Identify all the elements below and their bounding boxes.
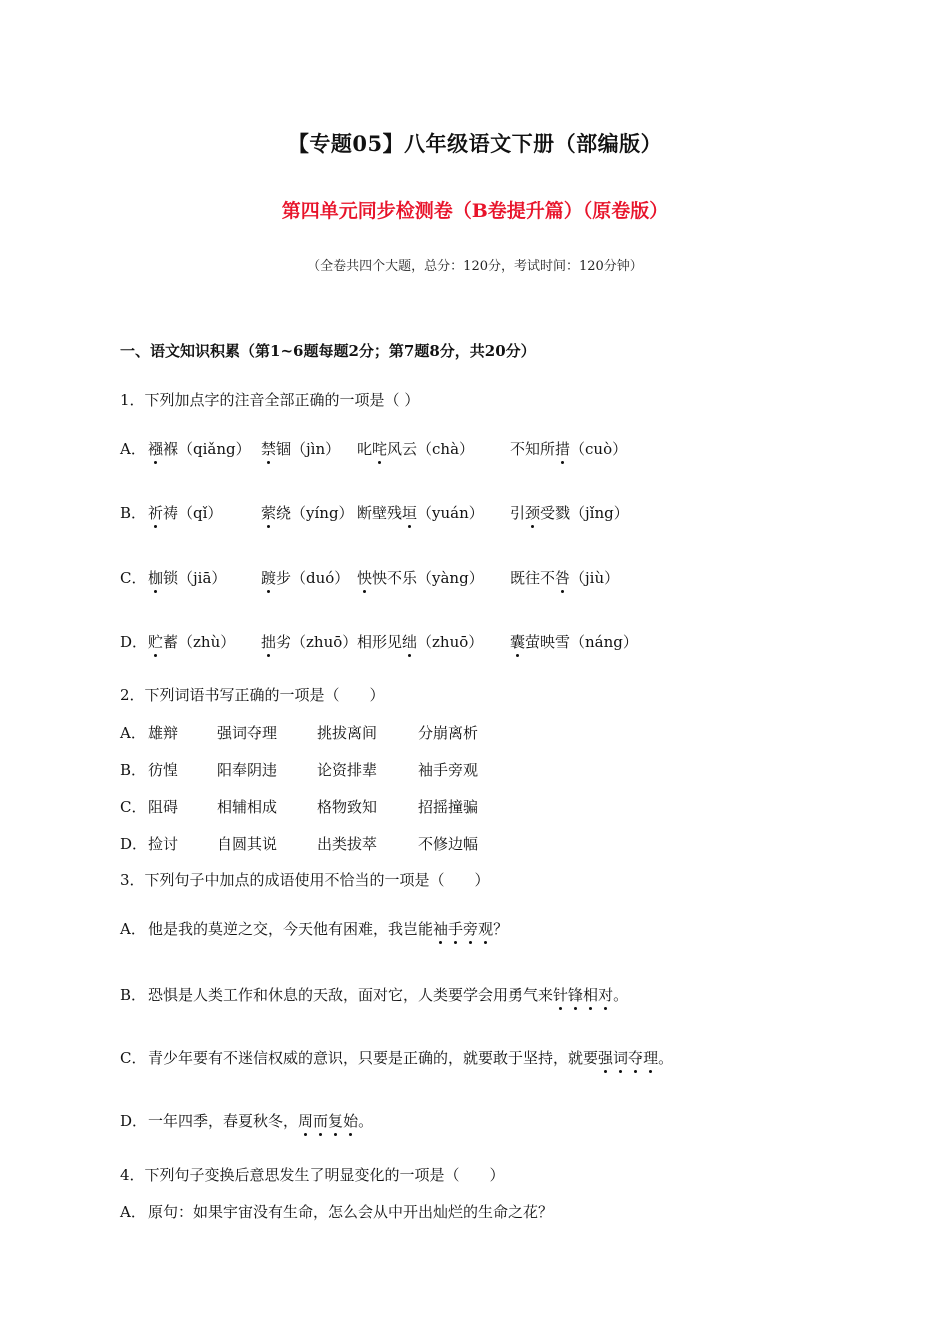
sentence-text: 青少年要有不迷信权威的意识，只要是正确的，就要敢于坚持，就要 <box>148 1049 599 1067</box>
question-2-option[interactable] <box>120 796 720 820</box>
dotted-char: 旁 <box>463 920 479 938</box>
question-3-option[interactable] <box>120 918 508 939</box>
dotted-char: 观 <box>478 920 494 938</box>
item-text: 蓄（zhù） <box>163 633 236 651</box>
word-item: 出类拔萃 <box>317 835 378 853</box>
pinyin-item <box>148 567 226 588</box>
option-label: D． <box>120 835 148 853</box>
pinyin-item <box>357 567 484 588</box>
item-text: 步（duó） <box>276 569 350 587</box>
item-text: （jiù） <box>570 569 620 587</box>
word-item: 阻碍 <box>148 798 179 816</box>
pinyin-item <box>261 631 357 652</box>
question-1-stem: 1．下列加点字的注音全部正确的一项是（ ） <box>120 391 420 409</box>
item-text: 既往不 <box>510 569 556 587</box>
word-item: 强词夺理 <box>217 724 278 742</box>
sentence-text: 。 <box>358 1112 374 1130</box>
option-label: D． <box>120 633 148 651</box>
dotted-char: 复 <box>328 1112 344 1130</box>
item-text: 叱 <box>357 440 373 458</box>
pinyin-item <box>261 567 349 588</box>
dotted-char: 针 <box>553 986 569 1004</box>
dotted-char: 咎 <box>555 569 571 587</box>
dotted-char: 词 <box>613 1049 629 1067</box>
option-label: B． <box>120 761 147 779</box>
option-label: C． <box>120 798 147 816</box>
pinyin-item <box>510 631 638 652</box>
option-label: C． <box>120 1049 147 1067</box>
dotted-char: 祈 <box>148 504 164 522</box>
question-2-option[interactable] <box>120 833 720 857</box>
sentence-text: 一年四季，春夏秋冬， <box>148 1112 299 1130</box>
dotted-char: 强 <box>598 1049 614 1067</box>
word-item: 捡讨 <box>148 835 179 853</box>
dotted-char: 手 <box>448 920 464 938</box>
dotted-char: 袖 <box>433 920 449 938</box>
dotted-char: 周 <box>298 1112 314 1130</box>
dotted-char: 枷 <box>148 569 164 587</box>
word-item: 招摇撞骗 <box>418 798 479 816</box>
item-text: 不知所 <box>510 440 556 458</box>
dotted-char: 踱 <box>261 569 277 587</box>
dotted-char: 垣 <box>402 504 418 522</box>
item-text: 祷（qǐ） <box>163 504 223 522</box>
pinyin-item <box>357 502 484 523</box>
dotted-char: 相 <box>583 986 599 1004</box>
item-text: （cuò） <box>570 440 628 458</box>
dotted-char: 禁 <box>261 440 277 458</box>
sentence-text: 他是我的莫逆之交，今天他有困难，我岂能 <box>148 920 434 938</box>
sentence-text: 原句：如果宇宙没有生命，怎么会从中开出灿烂的生命之花？ <box>148 1203 554 1221</box>
option-label: B． <box>120 504 147 522</box>
question-3-stem: 3．下列句子中加点的成语使用不恰当的一项是（ ） <box>120 871 490 889</box>
question-4-option[interactable] <box>120 1201 553 1222</box>
sentence-text: ？ <box>493 920 509 938</box>
pinyin-item <box>510 502 629 523</box>
pinyin-item <box>148 502 222 523</box>
dotted-char: 怏 <box>357 569 373 587</box>
question-2-option[interactable] <box>120 722 720 746</box>
item-text: （zhuō） <box>417 633 484 651</box>
dotted-char: 襁 <box>148 440 164 458</box>
section-heading: 一、语文知识积累（第1~6题每题2分；第7题8分，共20分） <box>120 342 536 360</box>
question-1-option[interactable] <box>120 567 820 591</box>
option-label: B． <box>120 986 147 1004</box>
item-text: 风云（chà） <box>387 440 475 458</box>
dotted-char: 夺 <box>628 1049 644 1067</box>
dotted-char: 囊 <box>510 633 526 651</box>
item-text: 锢（jìn） <box>276 440 341 458</box>
question-1-option[interactable] <box>120 438 820 462</box>
pinyin-item <box>510 438 627 459</box>
question-2-option[interactable] <box>120 759 720 783</box>
item-text: 锁（jiā） <box>163 569 227 587</box>
dotted-char: 绌 <box>402 633 418 651</box>
item-text: （yuán） <box>417 504 484 522</box>
sentence-text: 。 <box>613 986 629 1004</box>
dotted-char: 咤 <box>372 440 388 458</box>
dotted-char: 颈 <box>525 504 541 522</box>
word-item: 格物致知 <box>317 798 378 816</box>
dotted-char: 而 <box>313 1112 329 1130</box>
option-label: A． <box>120 920 146 938</box>
item-text: 怏不乐（yàng） <box>372 569 484 587</box>
question-2-stem: 2．下列词语书写正确的一项是（ ） <box>120 686 385 704</box>
option-label: A． <box>120 440 146 458</box>
option-label: D． <box>120 1112 148 1130</box>
option-label: A． <box>120 724 146 742</box>
dotted-char: 拙 <box>261 633 277 651</box>
pinyin-item <box>261 438 340 459</box>
item-text: 绕（yíng） <box>276 504 354 522</box>
question-3-option[interactable] <box>120 1047 673 1068</box>
word-item: 挑拔离间 <box>317 724 378 742</box>
item-text: 引 <box>510 504 526 522</box>
pinyin-item <box>357 438 474 459</box>
word-item: 阳奉阴违 <box>217 761 278 779</box>
page-subtitle: 第四单元同步检测卷（B卷提升篇）（原卷版） <box>281 200 669 222</box>
dotted-char: 锋 <box>568 986 584 1004</box>
word-item: 彷惶 <box>148 761 179 779</box>
word-item: 雄辩 <box>148 724 179 742</box>
item-text: 劣（zhuō） <box>276 633 358 651</box>
question-1-option[interactable] <box>120 502 820 526</box>
pinyin-item <box>148 631 235 652</box>
word-item: 自圆其说 <box>217 835 278 853</box>
pinyin-item <box>261 502 354 523</box>
dotted-char: 理 <box>643 1049 659 1067</box>
word-item: 论资排辈 <box>317 761 378 779</box>
dotted-char: 贮 <box>148 633 164 651</box>
word-item: 相辅相成 <box>217 798 278 816</box>
word-item: 不修边幅 <box>418 835 479 853</box>
item-text: 萤映雪（náng） <box>525 633 638 651</box>
option-label: A． <box>120 1203 146 1221</box>
item-text: 断壁残 <box>357 504 403 522</box>
pinyin-item <box>148 438 251 459</box>
sentence-text: 恐惧是人类工作和休息的天敌，面对它，人类要学会用勇气来 <box>148 986 554 1004</box>
word-item: 袖手旁观 <box>418 761 479 779</box>
dotted-char: 对 <box>598 986 614 1004</box>
question-4-stem: 4．下列句子变换后意思发生了明显变化的一项是（ ） <box>120 1166 505 1184</box>
question-1-option[interactable] <box>120 631 820 655</box>
page-title: 【专题05】八年级语文下册（部编版） <box>287 131 663 156</box>
dotted-char: 始 <box>343 1112 359 1130</box>
sentence-text: 。 <box>658 1049 674 1067</box>
question-3-option[interactable] <box>120 1110 373 1131</box>
item-text: 受戮（jǐng） <box>540 504 629 522</box>
question-3-option[interactable] <box>120 984 628 1005</box>
option-label: C． <box>120 569 147 587</box>
dotted-char: 萦 <box>261 504 277 522</box>
item-text: 相形见 <box>357 633 403 651</box>
item-text: 褓（qiǎng） <box>163 440 251 458</box>
dotted-char: 措 <box>555 440 571 458</box>
exam-note: （全卷共四个大题，总分：120分，考试时间：120分钟） <box>307 259 643 274</box>
pinyin-item <box>357 631 483 652</box>
pinyin-item <box>510 567 619 588</box>
word-item: 分崩离析 <box>418 724 479 742</box>
